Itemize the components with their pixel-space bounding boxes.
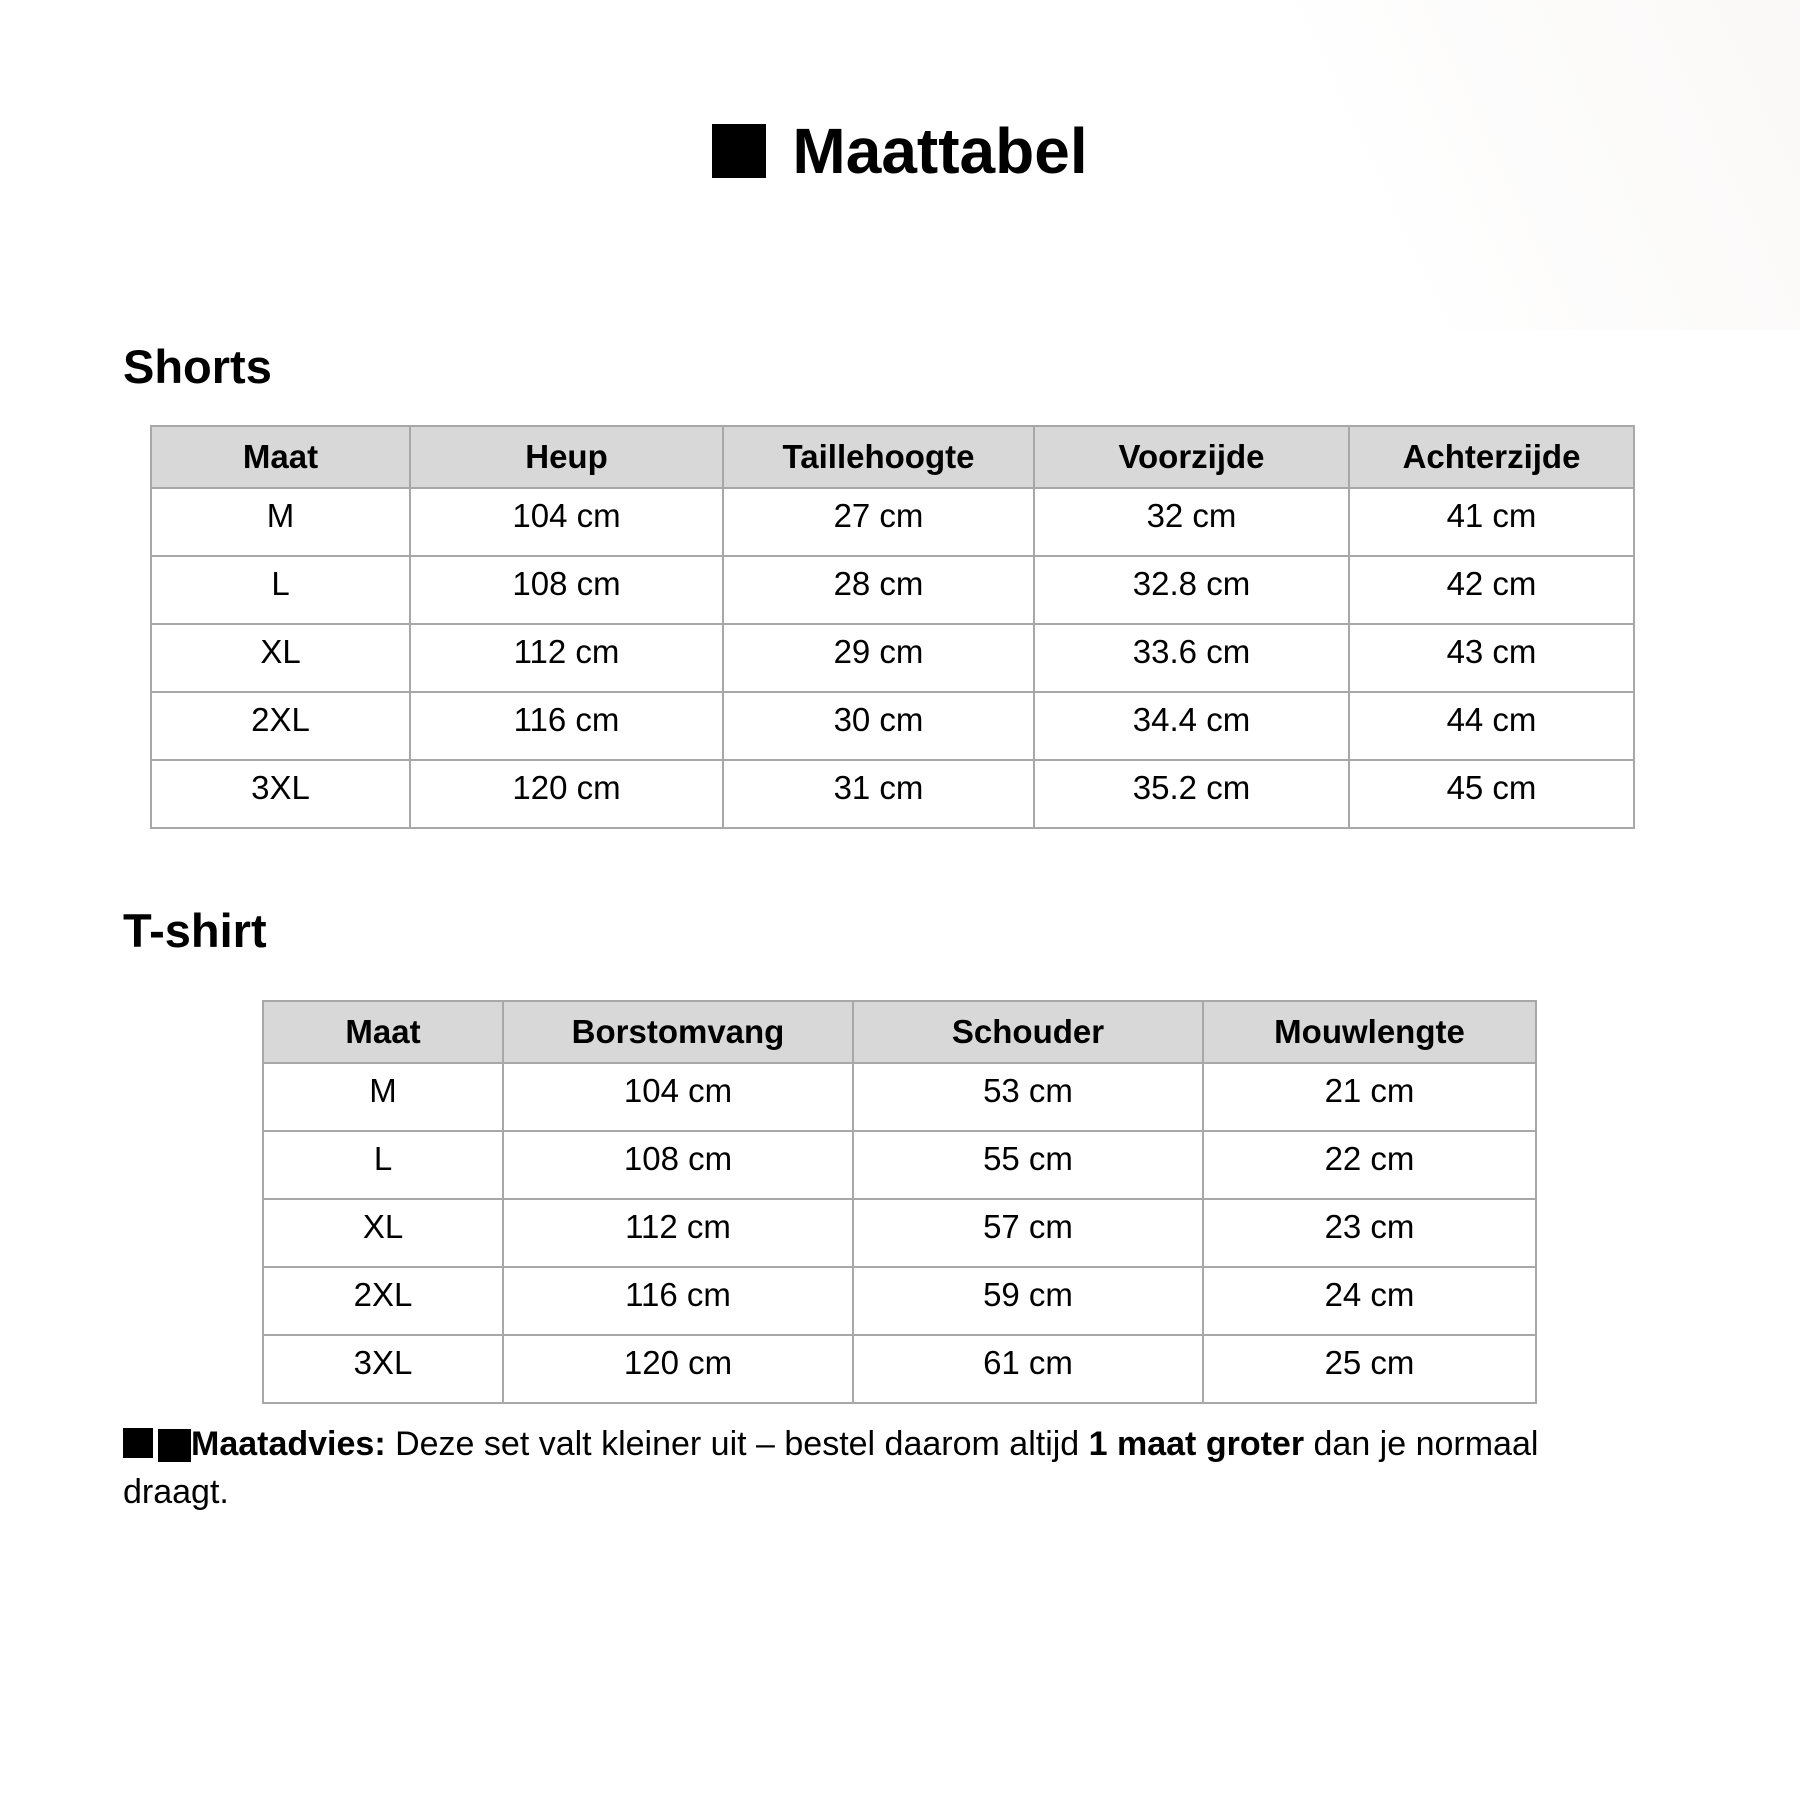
table-row bbox=[263, 1131, 1536, 1199]
table-row bbox=[263, 1335, 1536, 1403]
tofu-square-icon bbox=[123, 1428, 153, 1458]
column-header: Mouwlengte bbox=[1203, 1001, 1536, 1063]
table-cell: XL bbox=[151, 624, 410, 692]
table-cell: 2XL bbox=[263, 1267, 503, 1335]
table-cell: 27 cm bbox=[723, 488, 1034, 556]
table-cell: 104 cm bbox=[410, 488, 723, 556]
table-cell: 44 cm bbox=[1349, 692, 1634, 760]
table-cell: 104 cm bbox=[503, 1063, 853, 1131]
table-cell: 30 cm bbox=[723, 692, 1034, 760]
table-cell: 61 cm bbox=[853, 1335, 1203, 1403]
table-row bbox=[151, 488, 1634, 556]
column-header: Maat bbox=[151, 426, 410, 488]
column-header: Schouder bbox=[853, 1001, 1203, 1063]
page-title-text: Maattabel bbox=[792, 115, 1088, 187]
table-cell: 53 cm bbox=[853, 1063, 1203, 1131]
column-header: Voorzijde bbox=[1034, 426, 1349, 488]
table-cell: L bbox=[151, 556, 410, 624]
table-cell: 57 cm bbox=[853, 1199, 1203, 1267]
note-highlight: 1 maat groter bbox=[1088, 1425, 1305, 1463]
table-cell: 116 cm bbox=[410, 692, 723, 760]
table-row bbox=[151, 624, 1634, 692]
table-cell: 21 cm bbox=[1203, 1063, 1536, 1131]
table-cell: 34.4 cm bbox=[1034, 692, 1349, 760]
table-row bbox=[263, 1267, 1536, 1335]
section-heading-shorts: Shorts bbox=[123, 340, 272, 393]
column-header: Borstomvang bbox=[503, 1001, 853, 1063]
table-cell: 3XL bbox=[263, 1335, 503, 1403]
table-cell: 3XL bbox=[151, 760, 410, 828]
table-cell: 2XL bbox=[151, 692, 410, 760]
table-cell: 108 cm bbox=[503, 1131, 853, 1199]
table-cell: 42 cm bbox=[1349, 556, 1634, 624]
table-cell: 108 cm bbox=[410, 556, 723, 624]
table-cell: 45 cm bbox=[1349, 760, 1634, 828]
table-row bbox=[151, 692, 1634, 760]
table-cell: 35.2 cm bbox=[1034, 760, 1349, 828]
table-cell: 41 cm bbox=[1349, 488, 1634, 556]
table-cell: 120 cm bbox=[410, 760, 723, 828]
tofu-square-icon bbox=[158, 1429, 191, 1462]
section-heading-tshirt: T-shirt bbox=[123, 904, 267, 957]
table-cell: 29 cm bbox=[723, 624, 1034, 692]
size-advice-note bbox=[123, 1420, 1623, 1516]
table-cell: 43 cm bbox=[1349, 624, 1634, 692]
header-row bbox=[263, 1001, 1536, 1063]
header-row bbox=[151, 426, 1634, 488]
table-cell: L bbox=[263, 1131, 503, 1199]
table-cell: 120 cm bbox=[503, 1335, 853, 1403]
note-text-1: Deze set valt kleiner uit – bestel daarom altijd bbox=[385, 1425, 1089, 1463]
table-cell: 59 cm bbox=[853, 1267, 1203, 1335]
page-title bbox=[0, 101, 1800, 201]
black-square-icon bbox=[712, 124, 766, 178]
table-cell: 25 cm bbox=[1203, 1335, 1536, 1403]
note-label: Maatadvies: bbox=[191, 1425, 386, 1463]
table-row bbox=[151, 760, 1634, 828]
column-header: Heup bbox=[410, 426, 723, 488]
table-cell: 116 cm bbox=[503, 1267, 853, 1335]
tshirt-size-table bbox=[262, 1000, 1537, 1404]
table-cell: M bbox=[151, 488, 410, 556]
table-cell: 32.8 cm bbox=[1034, 556, 1349, 624]
note-text-2: dan je normaal draagt. bbox=[123, 1425, 1539, 1511]
table-cell: XL bbox=[263, 1199, 503, 1267]
table-cell: 32 cm bbox=[1034, 488, 1349, 556]
column-header: Taillehoogte bbox=[723, 426, 1034, 488]
column-header: Achterzijde bbox=[1349, 426, 1634, 488]
table-cell: 22 cm bbox=[1203, 1131, 1536, 1199]
table-cell: 28 cm bbox=[723, 556, 1034, 624]
table-cell: 55 cm bbox=[853, 1131, 1203, 1199]
table-row bbox=[263, 1199, 1536, 1267]
table-cell: 112 cm bbox=[410, 624, 723, 692]
table-row bbox=[151, 556, 1634, 624]
table-row bbox=[263, 1063, 1536, 1131]
table-cell: 31 cm bbox=[723, 760, 1034, 828]
table-cell: 33.6 cm bbox=[1034, 624, 1349, 692]
table-cell: 23 cm bbox=[1203, 1199, 1536, 1267]
table-cell: 24 cm bbox=[1203, 1267, 1536, 1335]
shorts-size-table bbox=[150, 425, 1635, 829]
column-header: Maat bbox=[263, 1001, 503, 1063]
table-cell: M bbox=[263, 1063, 503, 1131]
table-cell: 112 cm bbox=[503, 1199, 853, 1267]
